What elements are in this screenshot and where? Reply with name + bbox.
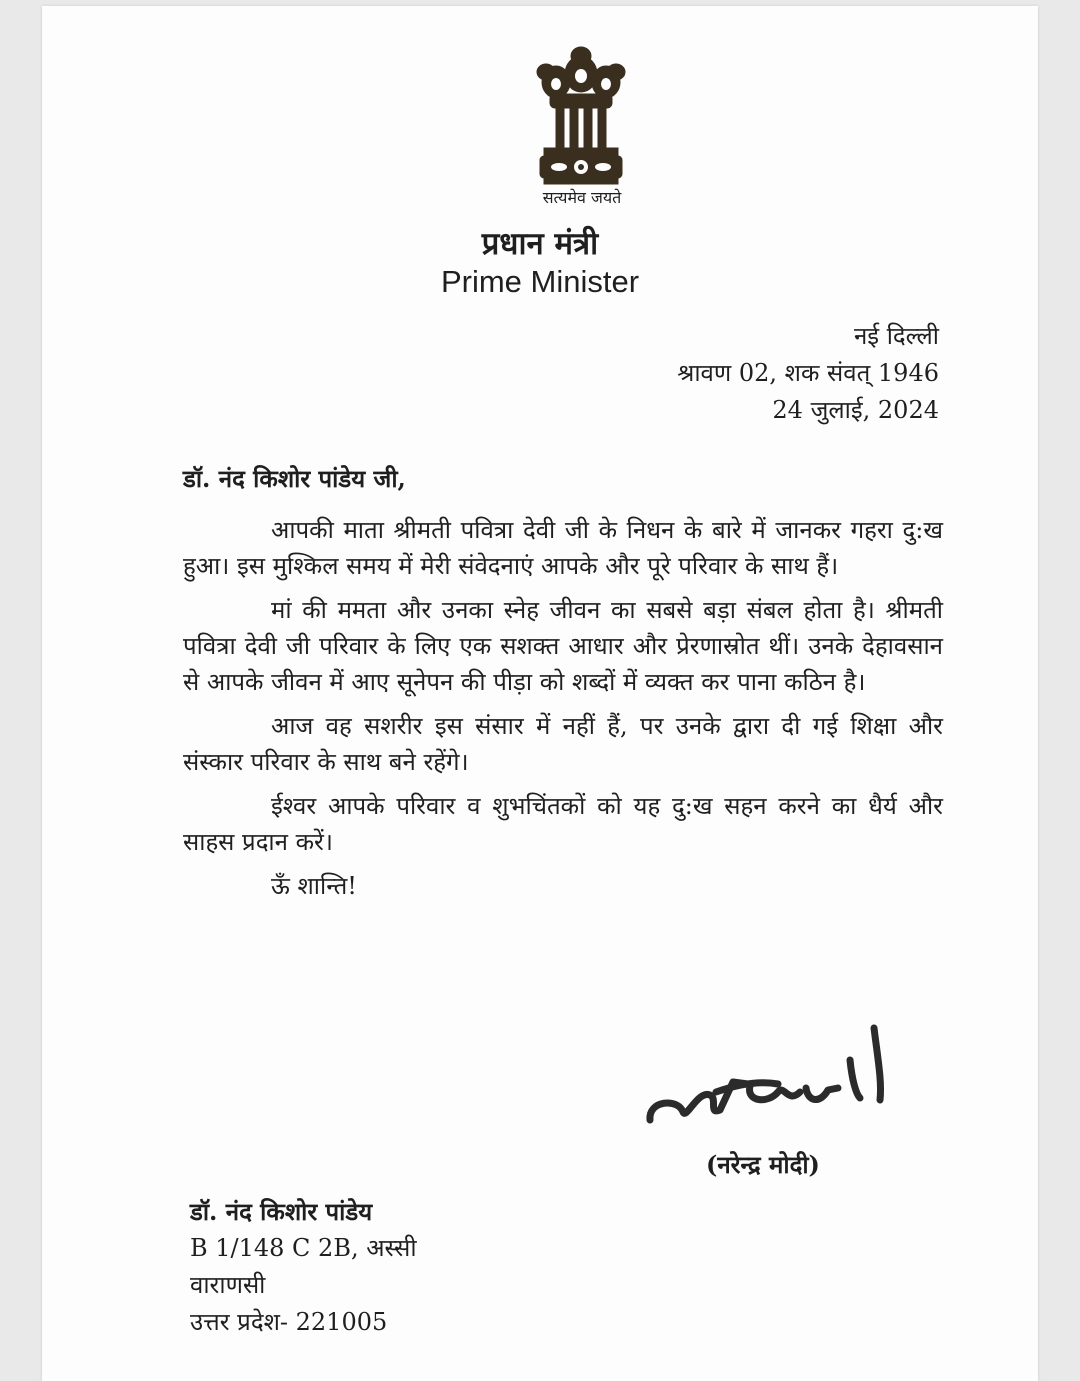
office-title-hindi: प्रधान मंत्री [481, 226, 599, 262]
paragraph: आपकी माता श्रीमती पवित्रा देवी जी के निधन के बारे में जानकर गहरा दु:ख हुआ। इस मुश्किल समय में मेरी संवेदनाएं आपके और पूरे परिवार के साथ हैं। [183, 516, 943, 580]
dateline-saka-date: श्रावण 02, शक संवत् 1946 [677, 359, 939, 387]
address-line: उत्तर प्रदेश- 221005 [190, 1308, 388, 1336]
closing-line: ऊँ शान्ति! [271, 872, 357, 900]
dateline [677, 318, 939, 429]
emblem-motto: सत्यमेव जयते [542, 188, 622, 207]
recipient-address [190, 1193, 417, 1341]
dateline-place: नई दिल्ली [853, 322, 939, 350]
office-title-english: Prime Minister [440, 264, 640, 299]
letter-body [183, 512, 943, 912]
paragraph: ईश्वर आपके परिवार व शुभचिंतकों को यह दु:ख सहन करने का धैर्य और साहस प्रदान करें। [183, 792, 943, 856]
recipient-name: डॉ. नंद किशोर पांडेय [190, 1197, 373, 1226]
salutation: डॉ. नंद किशोर पांडेय जी, [183, 464, 406, 493]
dateline-gregorian-date: 24 जुलाई, 2024 [772, 396, 939, 424]
national-emblem-icon [526, 42, 636, 192]
address-line: वाराणसी [190, 1271, 266, 1299]
address-line: B 1/148 C 2B, अस्सी [190, 1234, 417, 1262]
signer-name: (नरेन्द्र मोदी) [706, 1150, 820, 1179]
paragraph: मां की ममता और उनका स्नेह जीवन का सबसे बड़ा संबल होता है। श्रीमती पवित्रा देवी जी परिवार के लिए एक सशक्त आधार और प्रेरणास्रोत थीं। उनके देहावसान से आपके जीवन में आए सूनेपन की पीड़ा को शब्दों में व्यक्त कर पाना कठिन है। [183, 596, 943, 696]
handwritten-signature [638, 1020, 898, 1135]
paragraph: आज वह सशरीर इस संसार में नहीं हैं, पर उनके द्वारा दी गई शिक्षा और संस्कार परिवार के साथ बने रहेंगे। [183, 712, 943, 776]
